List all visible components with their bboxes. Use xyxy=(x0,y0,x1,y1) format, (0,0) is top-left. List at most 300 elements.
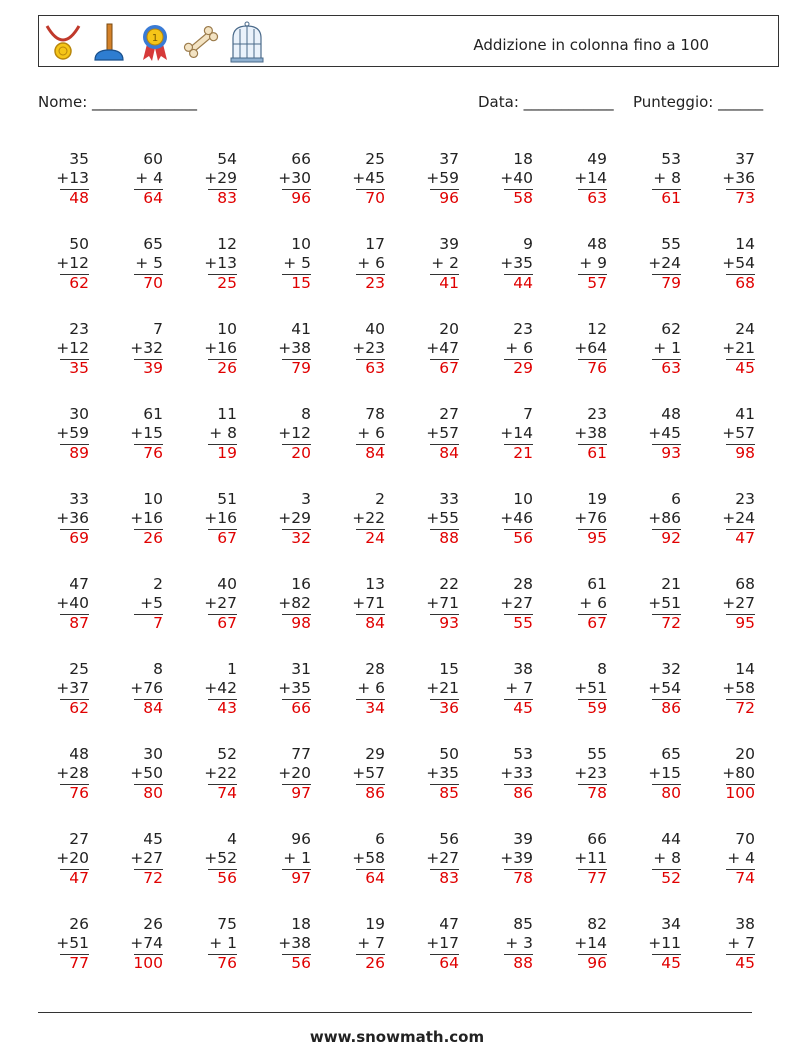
addend-bottom: +30 xyxy=(278,169,311,187)
sum-answer: 63 xyxy=(587,189,607,207)
addend-bottom: +27 xyxy=(500,594,533,612)
addend-top: 23 xyxy=(513,320,533,338)
addition-problem xyxy=(114,830,188,915)
addend-top: 4 xyxy=(227,830,237,848)
addend-top: 28 xyxy=(365,660,385,678)
addition-problem xyxy=(558,405,632,490)
addend-bottom: +24 xyxy=(648,254,681,272)
addend-bottom: + 6 xyxy=(579,594,607,612)
addend-top: 12 xyxy=(217,235,237,253)
addend-top: 34 xyxy=(661,915,681,933)
problem-row xyxy=(40,150,780,235)
sum-answer: 64 xyxy=(365,869,385,887)
addend-bottom: +35 xyxy=(500,254,533,272)
sum-answer: 56 xyxy=(291,954,311,972)
problem-row xyxy=(40,660,780,745)
addend-bottom: +33 xyxy=(500,764,533,782)
addend-top: 2 xyxy=(375,490,385,508)
addend-bottom: + 7 xyxy=(357,934,385,952)
addition-problem xyxy=(632,320,706,405)
addend-top: 39 xyxy=(439,235,459,253)
addend-bottom: +13 xyxy=(204,254,237,272)
problem-grid xyxy=(40,150,780,1000)
addend-top: 29 xyxy=(365,745,385,763)
addend-top: 47 xyxy=(69,575,89,593)
addend-top: 35 xyxy=(69,150,89,168)
addend-bottom: +17 xyxy=(426,934,459,952)
addend-bottom: +39 xyxy=(500,849,533,867)
addition-problem xyxy=(410,575,484,660)
addend-bottom: + 4 xyxy=(135,169,163,187)
addend-top: 53 xyxy=(661,150,681,168)
problem-row xyxy=(40,575,780,660)
addend-bottom: +21 xyxy=(426,679,459,697)
sum-answer: 77 xyxy=(69,954,89,972)
addend-top: 18 xyxy=(291,915,311,933)
addition-problem xyxy=(40,490,114,575)
addition-problem xyxy=(40,235,114,320)
addend-top: 37 xyxy=(439,150,459,168)
addend-bottom: +76 xyxy=(130,679,163,697)
sum-answer: 41 xyxy=(439,274,459,292)
footer-divider xyxy=(38,1012,752,1013)
name-field: Nome: ______________ xyxy=(38,93,198,111)
sum-answer: 78 xyxy=(513,869,533,887)
sum-answer: 39 xyxy=(143,359,163,377)
addition-problem xyxy=(40,575,114,660)
sum-answer: 76 xyxy=(217,954,237,972)
sum-answer: 80 xyxy=(143,784,163,802)
sum-answer: 74 xyxy=(735,869,755,887)
addition-problem xyxy=(114,405,188,490)
sum-answer: 55 xyxy=(513,614,533,632)
addition-problem xyxy=(484,150,558,235)
date-field: Data: ____________ xyxy=(478,93,614,111)
addition-problem xyxy=(706,490,780,575)
medal-necklace-icon xyxy=(41,20,85,64)
addend-bottom: +12 xyxy=(278,424,311,442)
addend-bottom: +15 xyxy=(130,424,163,442)
addition-problem xyxy=(484,405,558,490)
addition-problem xyxy=(558,150,632,235)
problem-row xyxy=(40,320,780,405)
sum-answer: 79 xyxy=(291,359,311,377)
addend-top: 23 xyxy=(587,405,607,423)
addition-problem xyxy=(410,150,484,235)
problem-row xyxy=(40,405,780,490)
addition-problem xyxy=(484,320,558,405)
addend-bottom: +38 xyxy=(574,424,607,442)
plunger-icon xyxy=(87,20,131,64)
addend-bottom: +76 xyxy=(574,509,607,527)
sum-answer: 45 xyxy=(513,699,533,717)
sum-answer: 44 xyxy=(513,274,533,292)
sum-answer: 57 xyxy=(587,274,607,292)
sum-answer: 80 xyxy=(661,784,681,802)
sum-answer: 83 xyxy=(439,869,459,887)
sum-answer: 59 xyxy=(587,699,607,717)
sum-answer: 63 xyxy=(661,359,681,377)
addition-problem xyxy=(484,575,558,660)
sum-answer: 47 xyxy=(69,869,89,887)
sum-answer: 58 xyxy=(513,189,533,207)
addend-top: 55 xyxy=(587,745,607,763)
addition-problem xyxy=(114,660,188,745)
addition-problem xyxy=(410,405,484,490)
problem-row xyxy=(40,745,780,830)
addition-problem xyxy=(40,320,114,405)
addition-problem xyxy=(632,745,706,830)
addition-problem xyxy=(410,320,484,405)
addend-bottom: +57 xyxy=(426,424,459,442)
addend-bottom: +40 xyxy=(56,594,89,612)
problem-row xyxy=(40,235,780,320)
addend-bottom: +40 xyxy=(500,169,533,187)
addend-top: 82 xyxy=(587,915,607,933)
addition-problem xyxy=(706,830,780,915)
addend-top: 33 xyxy=(439,490,459,508)
addend-top: 41 xyxy=(291,320,311,338)
addend-top: 26 xyxy=(69,915,89,933)
addend-top: 13 xyxy=(365,575,385,593)
addend-bottom: + 1 xyxy=(209,934,237,952)
addend-top: 38 xyxy=(735,915,755,933)
addition-problem xyxy=(262,490,336,575)
addend-top: 60 xyxy=(143,150,163,168)
sum-answer: 78 xyxy=(587,784,607,802)
addition-problem xyxy=(336,915,410,1000)
addition-problem xyxy=(706,915,780,1000)
addition-problem xyxy=(632,490,706,575)
addend-bottom: +35 xyxy=(278,679,311,697)
addend-top: 25 xyxy=(365,150,385,168)
sum-answer: 56 xyxy=(513,529,533,547)
addend-bottom: + 1 xyxy=(653,339,681,357)
addend-top: 8 xyxy=(153,660,163,678)
addend-bottom: +50 xyxy=(130,764,163,782)
sum-answer: 68 xyxy=(735,274,755,292)
addition-problem xyxy=(336,150,410,235)
addition-problem xyxy=(40,830,114,915)
addend-bottom: +11 xyxy=(648,934,681,952)
sum-answer: 73 xyxy=(735,189,755,207)
addend-top: 19 xyxy=(587,490,607,508)
addend-bottom: + 6 xyxy=(357,679,385,697)
sum-answer: 62 xyxy=(69,274,89,292)
addition-problem xyxy=(188,235,262,320)
addend-top: 24 xyxy=(735,320,755,338)
sum-answer: 96 xyxy=(587,954,607,972)
addend-top: 1 xyxy=(227,660,237,678)
addend-bottom: +58 xyxy=(722,679,755,697)
addition-problem xyxy=(558,915,632,1000)
addend-bottom: + 9 xyxy=(579,254,607,272)
sum-answer: 26 xyxy=(217,359,237,377)
sum-answer: 64 xyxy=(439,954,459,972)
addend-bottom: +27 xyxy=(204,594,237,612)
sum-answer: 36 xyxy=(439,699,459,717)
addend-bottom: + 6 xyxy=(505,339,533,357)
addition-problem xyxy=(262,575,336,660)
addend-bottom: +20 xyxy=(278,764,311,782)
addend-bottom: +36 xyxy=(722,169,755,187)
addition-problem xyxy=(336,660,410,745)
addend-top: 96 xyxy=(291,830,311,848)
addend-top: 65 xyxy=(143,235,163,253)
addition-problem xyxy=(114,575,188,660)
addend-top: 66 xyxy=(291,150,311,168)
addend-top: 17 xyxy=(365,235,385,253)
sum-answer: 21 xyxy=(513,444,533,462)
addend-top: 6 xyxy=(671,490,681,508)
addend-top: 48 xyxy=(661,405,681,423)
addition-problem xyxy=(336,575,410,660)
addition-problem xyxy=(706,405,780,490)
problem-row xyxy=(40,490,780,575)
sum-answer: 7 xyxy=(153,614,163,632)
addend-top: 61 xyxy=(587,575,607,593)
addend-top: 11 xyxy=(217,405,237,423)
addend-bottom: +11 xyxy=(574,849,607,867)
addition-problem xyxy=(336,405,410,490)
sum-answer: 67 xyxy=(217,529,237,547)
sum-answer: 84 xyxy=(365,614,385,632)
sum-answer: 70 xyxy=(365,189,385,207)
sum-answer: 79 xyxy=(661,274,681,292)
addend-top: 33 xyxy=(69,490,89,508)
addend-bottom: +71 xyxy=(352,594,385,612)
addend-bottom: + 5 xyxy=(135,254,163,272)
addition-problem xyxy=(410,830,484,915)
sum-answer: 70 xyxy=(143,274,163,292)
sum-answer: 100 xyxy=(725,784,755,802)
addend-top: 56 xyxy=(439,830,459,848)
addend-bottom: +16 xyxy=(204,509,237,527)
addend-bottom: +5 xyxy=(140,594,163,612)
addend-bottom: +12 xyxy=(56,339,89,357)
sum-answer: 62 xyxy=(69,699,89,717)
sum-answer: 77 xyxy=(587,869,607,887)
addend-bottom: + 7 xyxy=(727,934,755,952)
addend-bottom: +45 xyxy=(648,424,681,442)
addend-bottom: +55 xyxy=(426,509,459,527)
addend-bottom: + 6 xyxy=(357,254,385,272)
addition-problem xyxy=(410,490,484,575)
worksheet-header xyxy=(38,15,779,67)
addition-problem xyxy=(632,575,706,660)
addend-bottom: +14 xyxy=(500,424,533,442)
addend-bottom: + 8 xyxy=(653,169,681,187)
addend-bottom: +36 xyxy=(56,509,89,527)
addend-top: 10 xyxy=(291,235,311,253)
addition-problem xyxy=(114,490,188,575)
addition-problem xyxy=(706,320,780,405)
addition-problem xyxy=(484,830,558,915)
addition-problem xyxy=(336,235,410,320)
addend-bottom: +52 xyxy=(204,849,237,867)
sum-answer: 86 xyxy=(365,784,385,802)
sum-answer: 98 xyxy=(291,614,311,632)
sum-answer: 72 xyxy=(661,614,681,632)
addend-bottom: +28 xyxy=(56,764,89,782)
addend-bottom: +57 xyxy=(722,424,755,442)
sum-answer: 85 xyxy=(439,784,459,802)
sum-answer: 76 xyxy=(69,784,89,802)
addition-problem xyxy=(188,915,262,1000)
problem-row xyxy=(40,915,780,1000)
addition-problem xyxy=(40,405,114,490)
addend-top: 53 xyxy=(513,745,533,763)
addend-top: 3 xyxy=(301,490,311,508)
addend-bottom: + 1 xyxy=(283,849,311,867)
worksheet-title: Addizione in colonna fino a 100 xyxy=(473,36,709,54)
addend-top: 12 xyxy=(587,320,607,338)
footer-site: www.snowmath.com xyxy=(309,1028,485,1046)
addend-bottom: +35 xyxy=(426,764,459,782)
addition-problem xyxy=(410,915,484,1000)
addition-problem xyxy=(188,830,262,915)
addend-top: 48 xyxy=(587,235,607,253)
sum-answer: 52 xyxy=(661,869,681,887)
sum-answer: 96 xyxy=(439,189,459,207)
addend-bottom: +27 xyxy=(130,849,163,867)
addend-top: 23 xyxy=(69,320,89,338)
addition-problem xyxy=(558,830,632,915)
addition-problem xyxy=(336,320,410,405)
addition-problem xyxy=(188,575,262,660)
sum-answer: 97 xyxy=(291,869,311,887)
addend-bottom: +59 xyxy=(426,169,459,187)
addend-top: 31 xyxy=(291,660,311,678)
addend-top: 8 xyxy=(597,660,607,678)
addition-problem xyxy=(114,150,188,235)
addition-problem xyxy=(484,235,558,320)
addend-bottom: + 6 xyxy=(357,424,385,442)
sum-answer: 61 xyxy=(661,189,681,207)
addend-top: 16 xyxy=(291,575,311,593)
addend-top: 40 xyxy=(217,575,237,593)
addend-bottom: +29 xyxy=(278,509,311,527)
addition-problem xyxy=(484,490,558,575)
addition-problem xyxy=(262,660,336,745)
problem-row xyxy=(40,830,780,915)
addend-bottom: + 2 xyxy=(431,254,459,272)
sum-answer: 67 xyxy=(217,614,237,632)
addend-top: 47 xyxy=(439,915,459,933)
addend-top: 21 xyxy=(661,575,681,593)
addend-top: 14 xyxy=(735,660,755,678)
score-field: Punteggio: ______ xyxy=(633,93,764,111)
addend-bottom: +38 xyxy=(278,934,311,952)
addend-top: 55 xyxy=(661,235,681,253)
sum-answer: 45 xyxy=(735,954,755,972)
sum-answer: 96 xyxy=(291,189,311,207)
addend-top: 65 xyxy=(661,745,681,763)
addend-top: 66 xyxy=(587,830,607,848)
addend-bottom: +29 xyxy=(204,169,237,187)
sum-answer: 45 xyxy=(661,954,681,972)
addition-problem xyxy=(188,150,262,235)
sum-answer: 32 xyxy=(291,529,311,547)
sum-answer: 48 xyxy=(69,189,89,207)
addend-bottom: +16 xyxy=(204,339,237,357)
addend-top: 41 xyxy=(735,405,755,423)
addition-problem xyxy=(632,405,706,490)
sum-answer: 93 xyxy=(439,614,459,632)
addition-problem xyxy=(632,830,706,915)
addition-problem xyxy=(262,915,336,1000)
addend-bottom: +51 xyxy=(574,679,607,697)
addend-top: 48 xyxy=(69,745,89,763)
addend-top: 8 xyxy=(301,405,311,423)
addend-top: 37 xyxy=(735,150,755,168)
sum-answer: 76 xyxy=(143,444,163,462)
addend-top: 77 xyxy=(291,745,311,763)
addition-problem xyxy=(188,490,262,575)
addend-top: 7 xyxy=(523,405,533,423)
addition-problem xyxy=(632,660,706,745)
addend-bottom: +86 xyxy=(648,509,681,527)
addition-problem xyxy=(262,745,336,830)
addend-top: 10 xyxy=(217,320,237,338)
addend-bottom: +51 xyxy=(648,594,681,612)
sum-answer: 34 xyxy=(365,699,385,717)
addend-top: 27 xyxy=(439,405,459,423)
addend-top: 6 xyxy=(375,830,385,848)
addend-bottom: +45 xyxy=(352,169,385,187)
sum-answer: 26 xyxy=(143,529,163,547)
addend-top: 30 xyxy=(143,745,163,763)
addend-top: 44 xyxy=(661,830,681,848)
addend-bottom: +13 xyxy=(56,169,89,187)
addition-problem xyxy=(632,150,706,235)
addend-bottom: +71 xyxy=(426,594,459,612)
addend-bottom: +80 xyxy=(722,764,755,782)
sum-answer: 15 xyxy=(291,274,311,292)
sum-answer: 69 xyxy=(69,529,89,547)
addition-problem xyxy=(40,660,114,745)
addition-problem xyxy=(410,235,484,320)
addition-problem xyxy=(114,915,188,1000)
sum-answer: 67 xyxy=(439,359,459,377)
addition-problem xyxy=(706,660,780,745)
addend-bottom: +27 xyxy=(426,849,459,867)
sum-answer: 83 xyxy=(217,189,237,207)
addend-top: 2 xyxy=(153,575,163,593)
addition-problem xyxy=(558,320,632,405)
addend-top: 61 xyxy=(143,405,163,423)
addend-bottom: +58 xyxy=(352,849,385,867)
addend-bottom: +46 xyxy=(500,509,533,527)
addend-top: 22 xyxy=(439,575,459,593)
addition-problem xyxy=(336,830,410,915)
sum-answer: 64 xyxy=(143,189,163,207)
sum-answer: 29 xyxy=(513,359,533,377)
addition-problem xyxy=(484,915,558,1000)
addition-problem xyxy=(188,320,262,405)
addend-bottom: +12 xyxy=(56,254,89,272)
addend-bottom: +47 xyxy=(426,339,459,357)
sum-answer: 89 xyxy=(69,444,89,462)
award-ribbon-icon xyxy=(133,20,177,64)
sum-answer: 93 xyxy=(661,444,681,462)
sum-answer: 61 xyxy=(587,444,607,462)
addition-problem xyxy=(336,490,410,575)
addend-bottom: +14 xyxy=(574,934,607,952)
sum-answer: 56 xyxy=(217,869,237,887)
addend-top: 10 xyxy=(143,490,163,508)
addend-bottom: +82 xyxy=(278,594,311,612)
